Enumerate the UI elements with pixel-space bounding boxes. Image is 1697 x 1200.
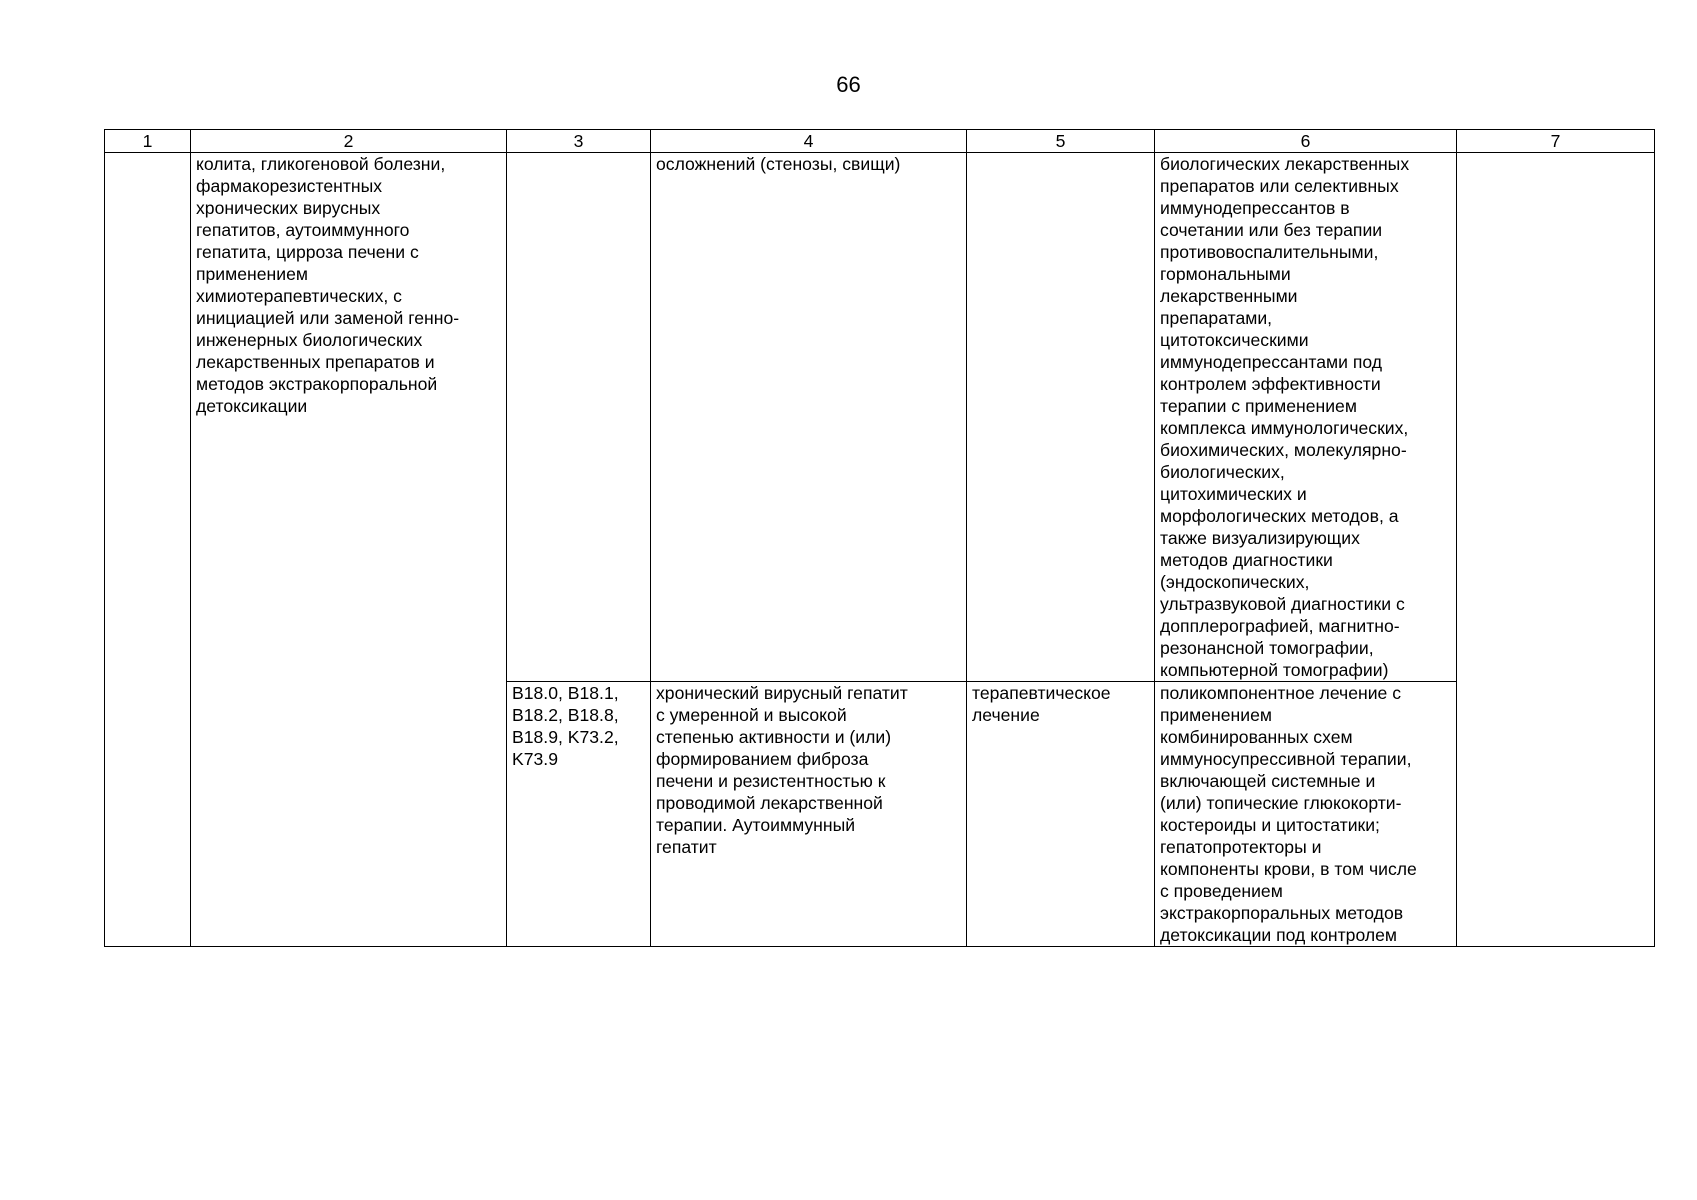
- cell-col5: [967, 682, 1155, 947]
- cell-col2: [191, 153, 507, 947]
- cell-text: биологических лекарственных препаратов или селективных иммунодепрессантов в сочетании или без терапии противовоспалительными, гормональными лекарственными препаратами, цитотоксическими иммунодепрессантами под контролем эффективности терапии с применением комплекса иммунологических, биохимических, молекулярно- биологических, цитохимических и морфологических методов, а также визуализирующих методов диагностики (эндоскопических, ультразвуковой диагностики с допплерографией, магнитно- резонансной томографии, компьютерной томографии): [1160, 154, 1410, 680]
- column-header-6: 6: [1155, 130, 1457, 153]
- column-header-1: 1: [105, 130, 191, 153]
- cell-col4: [651, 153, 967, 682]
- cell-text: поликомпонентное лечение с применением комбинированных схем иммуносупрессивной терапии, включающей системные и (или) топические глюкокорти- костероиды и цитостатики; гепатопротекторы и компоненты крови, в том числе с проведением экстракорпоральных методов детоксикации под контролем: [1160, 683, 1417, 945]
- cell-col3: [507, 682, 651, 947]
- cell-text: хронический вирусный гепатит с умеренной и высокой степенью активности и (или) формированием фиброза печени и резистентностью к проводимой лекарственной терапии. Аутоиммунный гепатит: [656, 683, 908, 857]
- column-header-2: 2: [191, 130, 507, 153]
- cell-col4: [651, 682, 967, 947]
- cell-text: терапевтическое лечение: [972, 683, 1111, 725]
- column-header-3: 3: [507, 130, 651, 153]
- table-row: [105, 153, 1655, 682]
- column-header-7: 7: [1457, 130, 1655, 153]
- cell-col6: [1155, 682, 1457, 947]
- document-table: [104, 129, 1655, 947]
- cell-col3: [507, 153, 651, 682]
- cell-text: колита, гликогеновой болезни, фармакорезистентных хронических вирусных гепатитов, аутоиммунного гепатита, цирроза печени с применением химиотерапевтических, с инициацией или заменой генно- инженерных биологических лекарственных препаратов и методов экстракорпоральной детоксикации: [196, 154, 460, 416]
- cell-col1: [105, 153, 191, 947]
- column-number-row: [105, 130, 1655, 153]
- cell-col5: [967, 153, 1155, 682]
- page-number: 66: [836, 72, 861, 97]
- cell-col7: [1457, 153, 1655, 947]
- cell-text: B18.0, B18.1, B18.2, B18.8, B18.9, K73.2, K73.9: [512, 683, 619, 769]
- column-header-4: 4: [651, 130, 967, 153]
- column-header-5: 5: [967, 130, 1155, 153]
- cell-text: осложнений (стенозы, свищи): [656, 154, 901, 174]
- cell-col6: [1155, 153, 1457, 682]
